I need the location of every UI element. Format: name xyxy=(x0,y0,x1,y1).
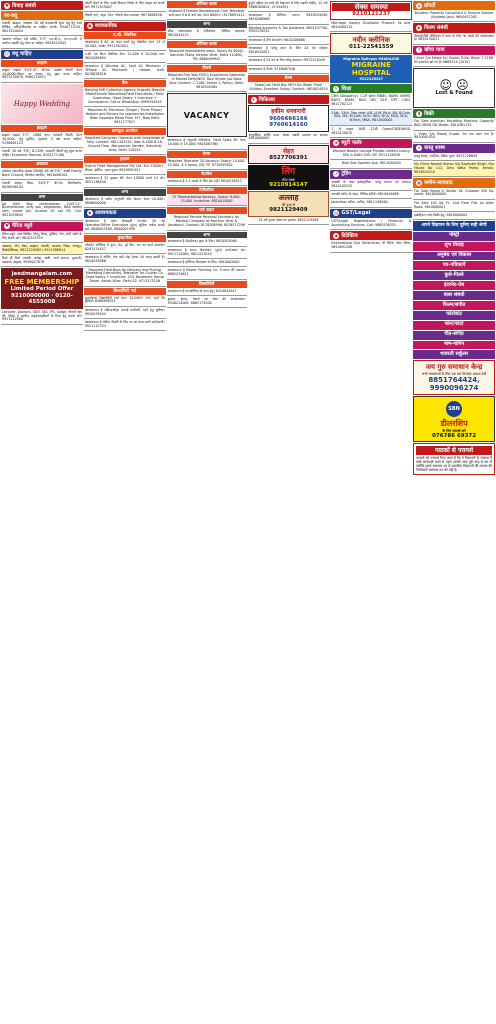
classified-ad: आवश्यकता है स्टॉफ अनुभवी और फ्रेशर। वेतन 10,000। 9896000000 xyxy=(84,197,166,208)
column-4 xyxy=(248,1,330,1023)
classified-ad: आवश्यकता है AC का काम करने हेतु मैकेनिक वेतन 15 से 20,000, संपर्क: 9971901001 xyxy=(84,40,166,51)
classified-ad: आवश्यकता है इंटीरियर डिजाइनर के लिए। 9810002000 xyxy=(167,260,247,267)
classified-ad: सीक आवश्यकता है टेलीकॉलर, ऑफिस सहायक, 9810034125 xyxy=(167,29,247,40)
classified-ad: I, Vider S/o Manoj Gupta. मेरा नाम बदल गया है। 9810001010 xyxy=(413,132,495,143)
migraine-heading: Migraine Epilepsy HEADACHE xyxy=(343,56,400,61)
category-tag: अनुबंध एवं विकास xyxy=(413,252,495,261)
sub-header-sales: सेल्स xyxy=(167,151,247,158)
classified-ad: 37 Telemarketing Vacancy, Salary: 8,000-25,000. Incentive. 8810015000 xyxy=(167,195,247,206)
sub-header-teachers: टीचर्स xyxy=(167,65,247,72)
classified-ad: रिश्ते ही रिश्ते पंजाबी, अरोड़ा, खत्री, आर्य समाज, मुल्तानी, अग्रवाल, ब्राह्मण, 9999027878 xyxy=(1,256,83,267)
clinic-ad xyxy=(330,33,412,54)
classified-ad: आवश्यकता है 24 घंटे के लिए घरेलू कामगार। 9971122009 xyxy=(248,58,330,65)
promo-free-membership: FREE MEMBERSHIP xyxy=(4,277,80,286)
sub-header-part-time: पार्ट टाइम xyxy=(167,207,247,214)
classified-ad: Wanted Accounts & Tax Assistant. 9891537700, 9953378245 xyxy=(248,26,330,37)
classified-ad: बुजुर्ग महिला एवं बच्चे की देखभाल के लिए लड़की चाहिए, 12 घंटे। 9868165624, 47444551 xyxy=(248,1,330,12)
chart-icon: ↗ xyxy=(334,171,338,177)
classified-ad: Marriage Inquiry Duplicate Product, रेड कलर, 9810000110 xyxy=(330,21,412,32)
classified-ad: GST/Legal Registrations / Financial & Accounting Services. Call: 9880526351 xyxy=(330,219,412,230)
classified-ad: आवश्यकता है लेडीज/जेंट्स सफाई कर्मचारी, रहने हेतु सुविधा। 9910079944 xyxy=(84,308,166,319)
ling-subtitle: मोटा लम्बा xyxy=(282,177,295,182)
classified-ad: Required Five Year FMCG Experience Salesman in Market Delhi/NCR, Ravi Shyam Joo Dass Glue Contact: C-1168, Sector 1, Rohini, Delhi, 9818544565 xyxy=(167,73,247,92)
allah-phone: 9821129409 xyxy=(269,207,308,214)
category-tag: पोस्ट्री xyxy=(413,232,495,241)
classified-ad: आवश्यकता है मेड/सेवक/ कुक के लिए। 9810505060 xyxy=(167,239,247,246)
sub-header-brahmin-2: ब्राह्मण xyxy=(1,125,83,132)
migraine-hospital-name: MIGRAINE HOSPITAL xyxy=(351,60,391,77)
classified-ad: Hybrid Fleet Management Pvt Ltd. वेतन 13000+, डीजल, इंसेंटिव, रहना मुफ्त। 8929991551 xyxy=(84,164,166,175)
book-icon: ✎ xyxy=(334,85,338,91)
classified-ad: Required Female Personal Secretary for Medical Company at Paschim Vihar & Janakpuri. Contact: 8178208996, 8076577296 xyxy=(167,215,247,230)
section-header-aavashyak: ◆ आवश्यकता xyxy=(84,209,166,218)
classified-ad: आवश्यकता है फ्रांस फ्रैंचाइजी एम्प्लॉय 30 नई Operator/Office Executive (पु/म) सुविधा पर्याप्त संपर्क करें: 9840007489, 9840007499 xyxy=(84,219,166,234)
section-header-beauty-parlour: ❀ ब्यूटी पार्लर xyxy=(330,139,412,148)
classified-ad: अग्रवाल परिवार 28 वर्षीय, 5'3", एम.बी.ए., एम.एन.सी. में कार्यरत लड़की हेतु योग्य वर चाहिए। 9818222045 xyxy=(1,37,83,48)
migraine-hospital-ad xyxy=(330,55,412,84)
promo-phone: 9210000000 · 0120-4555008 xyxy=(11,292,73,306)
matrimony-promo-box xyxy=(1,268,83,308)
search-icon: ? xyxy=(417,47,421,53)
classified-ad: ए.सी. एवं फ्रिज मैकेनिक वेतन 12,000 से 20,000 तक। 9810089894 xyxy=(84,52,166,63)
classified-ad: पंजाबी अरोड़ा, सिख, 34/5'7" बी.टेक, बिजनेसमैन, 9818096104 xyxy=(1,181,83,192)
classified-ad: आवश्यकता है स्टाफ केयरटेकर (पु/म) कार्य-स्थल घर। 9911112080, 9811221014 xyxy=(167,248,247,259)
clinic-title: नवीन क्लीनिक xyxy=(352,35,390,44)
couple-icon: ☺ xyxy=(4,51,10,57)
classified-ad: अग्रवाल, जैन, वैश्य, ब्राह्मण, पंजाबी, कायस्थ, सिख, राजपूत, दिवोर्स/विधवा, 9821229289 | 9911588814 xyxy=(1,244,83,255)
category-tag: इंटरनेट-वेब xyxy=(413,281,495,290)
heart-icon: ♥ xyxy=(5,223,9,229)
lost-found-label: Lost & Found xyxy=(435,90,473,97)
section-header-vivah: ♥ विवाह संबंधी xyxy=(1,1,83,10)
sub-header-ac-mechanic: ए.सी. मैकेनिक xyxy=(84,32,166,39)
readers-advisory-title: पाठकों से परामर्श xyxy=(416,446,492,455)
classified-ad: For Sale House in Sector 16, Gurgaon 350 Sq. yards. 9818000000 xyxy=(413,189,495,200)
medical-cross-icon: + xyxy=(251,96,256,102)
jai-guru-title: जय गुरु समाधान केन्द्र xyxy=(425,363,483,372)
classified-ad: Jalandhar स्कीम, जानिए, 9811138580 xyxy=(330,200,412,207)
category-tag: शुभ विवाह xyxy=(413,242,495,251)
section-header-vadhu: वर-वधू xyxy=(1,11,83,20)
section-header-detective: ◉ डिटेक्टिव xyxy=(330,231,412,240)
column-2 xyxy=(84,1,166,1023)
classified-ad: प्लेसमेंट सर्विसेज में कुक, मेड, पूरे दिन, रात का कार्य उपलब्ध। 8287474457 xyxy=(84,243,166,254)
sub-header-other-2: अन्य xyxy=(167,232,247,239)
promo-site: jeedmangalam.com xyxy=(11,271,73,278)
sbn-logo-icon: SBN xyxy=(446,401,462,417)
classified-ad: पंजाबी, 30 वर्ष, 5'8", B.COM, सरकारी नौकरी हेतु सुंदर कन्या चाहिए। Economic Teacher. 8302171160 xyxy=(1,149,83,160)
classified-ad: आवश्यकता है Blister Packing Co. में स्टाफ की जरूरत। 8882274621 xyxy=(167,268,247,279)
sex-problem-phone: 9210121237 xyxy=(352,11,391,18)
dealership-phone: 076786 69372 xyxy=(432,432,477,439)
sub-header-guard: सिक्योरिटी xyxy=(167,281,247,288)
classified-ad: अग्रवाल व्यापारिक लड़का (दिवोर्स) 28 वर्ष 5'8", अच्छी Family Back Ground, बिजनेस स्थापित, 9818096104 xyxy=(1,169,83,180)
sehat-ad-box xyxy=(248,145,330,165)
classified-ad: आवश्यकता है घरेलू काम के लिए 24 घंटे महिला। 9818542001 xyxy=(248,46,330,57)
sub-header-computer: कम्प्यूटर आपरेटर xyxy=(84,128,166,135)
section-header-medical: + चिकित्सा xyxy=(248,95,330,104)
category-tag: भावरती सर्कुलर xyxy=(413,350,495,359)
sex-problem-ad xyxy=(330,1,412,20)
film-icon: ▶ xyxy=(417,24,421,30)
sub-header-bank: बैंक xyxy=(84,80,166,87)
classified-ad: मैरिज ब्यूरो, उच्च शिक्षित, हिन्दू, सिख, मुस्लिम, जैन, सभी जाति के लिए संपर्क करें। 9810225555 xyxy=(1,232,83,243)
classified-ad: Builders, Property Consultant & Finance Advisor (Kuldeep Jain). 9650437262 xyxy=(413,11,495,22)
ling-phone: 9210914147 xyxy=(269,181,308,188)
section-header-vastu: ✦ वास्तु शास्त्र xyxy=(413,144,495,153)
classified-ad: वास्तु शास्त्र, ज्योतिष, वैदिक पूजा। 9871228899 xyxy=(413,154,495,161)
classified-ad: Required AC Mechanic (Single / Three Phase) Helpers and Drivers for sale/service/installation Near Opposite Metro Pillar 337, New Delhi 9811777927 xyxy=(84,108,166,127)
column-5 xyxy=(330,1,412,1023)
migraine-phone: 9312125237 xyxy=(359,77,384,82)
classified-ad: 34 वर्ष पुराना सेक्स का इलाज। 9821129409 xyxy=(248,218,330,225)
classified-ad: Jat Sikh Boy cleanshaven 24/5'11", Businessman, only son, vegetarian, BBA seeks slim, smart girl. Income 20 Lac PA. Call: 9811059845 xyxy=(1,202,83,221)
category-tag: नाम-नागिन xyxy=(413,341,495,350)
classified-ad: आवश्यकता है लेडीज नौकरी के लिए घर का काम करने वाले/वाली। 9911112334 xyxy=(84,320,166,331)
sehat-title: सेहत xyxy=(283,147,294,155)
category-list xyxy=(413,232,495,360)
classified-ad: आवश्यकता है तीन सेल्समैन। 9810208666 xyxy=(248,38,330,45)
sub-header-other: अन्य xyxy=(84,189,166,196)
vacancy-sign-image: VACANCY xyxy=(167,93,247,137)
sub-header-security: सिक्योरिटी गार्ड xyxy=(84,288,166,295)
section-header-lost-found: ? खोया पाया xyxy=(413,46,495,55)
classified-ad: प्रोपर्टी बेचने के लिए अच्छे विकल्प निवेश के लिए ग्राहक को संपर्क करें। 9971955047 xyxy=(84,1,166,12)
section-header-property: ⌂ प्रॉपर्टी xyxy=(413,1,495,10)
jai-guru-ad xyxy=(413,360,495,395)
category-tag: फोन/फोटो xyxy=(413,321,495,330)
classified-ad: आवश्यकता है 3-5 लड़के के लिए डेटा एंट्री। 9810518913 xyxy=(167,179,247,186)
sub-header-cook: कुक/सेवा xyxy=(84,235,166,242)
rings-icon: ♥ xyxy=(5,2,9,8)
lipstick-icon: ❀ xyxy=(334,140,338,146)
jai-guru-phone: 8851764424, 9990096274 xyxy=(428,375,480,392)
classified-ad: ब्राह्मण लड़का 32/5'-6", बी.टेक, प्राइवेट नौकरी वेतन 14,0000-पैकेज, घर अपना, हेतु सुंदर कन्या चाहिए। 9873230078, 9560118911 xyxy=(1,68,83,83)
sub-header-sales: सेल्स xyxy=(248,75,330,82)
jai-guru-subtitle: सभी समस्याओं के लिए एक बार मिलकर अवश्य देखें xyxy=(422,371,487,376)
section-header-vadhu-chahiye: ☺ वधू चाहिए xyxy=(1,50,83,59)
allah-subtitle: की दुआ से xyxy=(281,203,296,208)
document-icon: ▤ xyxy=(334,210,339,216)
classified-ad: ब्राह्मण लड़का 5'3", 1988 जन्म, सरकारी नौकरी, वेतन 30,000/- हेतु सुशील, गृहकार्य में दक्ष कन्या चाहिए। 9138881123 xyxy=(1,133,83,148)
sub-header-telecaller: टेलीकॉलर xyxy=(167,187,247,194)
section-header-shiksha: ✎ शिक्षा xyxy=(330,84,412,93)
sub-header-database: डैटाबेस xyxy=(167,171,247,178)
tag-icon: $ xyxy=(417,110,421,116)
choose-category-banner: अपने विज्ञापन के लिए चुनिए सही श्रेणी xyxy=(413,221,495,230)
theatre-masks-icon: ☺ ☹ xyxy=(439,78,469,93)
section-header-marriage-bureau: ♥ मैरिज ब्यूरो xyxy=(1,222,83,231)
sub-header-other: अन्य xyxy=(167,21,247,28)
clinic-phone: 011-22541559 xyxy=(349,44,394,51)
wedding-banner-image: Happy Wedding xyxy=(1,84,83,124)
classified-ad: फिल्मों/टीवी सीरियल्स में काम के लिए नए चेहरों की आवश्यकता है। 9818150011 xyxy=(413,34,495,45)
category-tag: पत्र-पत्रिकायें xyxy=(413,261,495,270)
section-header-land: ▦ जमीन-जायदाद xyxy=(413,178,495,187)
ling-ad-box xyxy=(248,165,330,190)
classified-ad: For Sale Injection Moulding Machine Capacity 600 GRAM DD Model. 9810361133 xyxy=(413,119,495,130)
classified-ad: Blue Star Sparkle Spa. 9811030050 xyxy=(330,161,412,168)
ling-title: लिंग xyxy=(281,167,296,178)
megaphone-icon: ◆ xyxy=(88,210,92,216)
classified-ad: CMS (Allopathy), CCH with MBBS, BAMS, BHMS, BNYS, BUMS, BDS, MD, DLP, DPT, CMO, 9811702117 xyxy=(330,94,412,109)
sub-header-office-staff: ऑफिस स्टाफ xyxy=(167,41,247,48)
section-header-trading: ↗ ट्रेडिंग xyxy=(330,170,412,179)
dealership-ad xyxy=(413,396,495,442)
lost-found-image xyxy=(413,68,495,108)
classified-ad: I Arun S/o Mewa Lal Gupta, R.No. Block 1 2188. मेरे दस्तावेज़ खो गए हैं। 9665514 (2015) xyxy=(413,56,495,67)
classified-ad: आवश्यकता है Female Receptionist Cum Telecaller कार्य-काल 9 से 6 बजे तक। वेतन 8000+। 8178891412 xyxy=(167,9,247,20)
allah-ad-box xyxy=(248,191,330,216)
dealer-logo-wrap xyxy=(444,399,464,419)
category-tag: फिल्म/संगीत xyxy=(413,301,495,310)
classified-ad: आवश्यकता है नर्सिंग, मेल नर्स/ मेड/ हेल्पर 50 जगह खाली हैं। 9810035866 xyxy=(84,255,166,266)
section-header-gst: ▤ GST/Legal xyxy=(330,209,412,218)
classified-ad: सुपर्वाइजर सिक्योरिटी गार्ड वेतन 15,000+ भत्ते, रहने की सुविधा। 8586998311 xyxy=(84,296,166,307)
sub-header-agarwal: अग्रवाल xyxy=(1,161,83,168)
classified-ad: आवश्यकता है पेंटर्स। 9716087546 xyxy=(248,67,330,74)
classified-ad: Required Telecaller 20 Vacancy. Salary: 14,000-25,000. 4-5 hours, ESI, PF. 9719599302 xyxy=(167,159,247,170)
classified-ad: 10th, 12th, Two year LLB, LLM, Ph.d, BA, B.Com, BSc, MA, M.Com, M.Sc, BEd, DCA, MCA, BCA, B.Tech, MBA, 9811000001 xyxy=(330,111,412,126)
classified-ad: इंडस्ट्रियल प्लॉट बिक्री हेतु। 9810000002 xyxy=(413,213,495,220)
classified-ad: Required immediately peon, Salary Rs 9000/- Kanchan Plaza, Nirman Vihar, Delhi 110092, PH: 8860499942 xyxy=(167,49,247,64)
classified-ad: Required Field Boys for Delivery and Picking Marketing Executives, Telecaller for Courier Co. Good Salary + Incentive. 253, Basement Hansa Tower, Ashok Vihar, Delhi 52. 9711573236 xyxy=(84,268,166,287)
classified-ad: My Client Naresh Kumar S/o Raghubir Singh, R/o House No 112, Desi Wala Patna, Kerala. 9876543210 xyxy=(413,162,495,177)
readers-advisory-body: पाठकों को परामर्श दिया जाता है कि वे विज्ञापनों के सम्बन्ध में कोई कार्यवाही करने से पहले उसकी जांच पूरी तरह से कर लें क्योंकि हमारे समाचार पत्र में प्रकाशित विज्ञापनों की सत्यता की जिम्मेदारी समाचार पत्र की नहीं है। xyxy=(416,456,492,473)
classified-ad: आवश्यकता है Window AC, Split AC Mechanic / 3Phase AC Mechanic / Helper, संपर्क: 8076828816 xyxy=(84,64,166,79)
classified-ad: Banking EMI Collection Agency Urgently Require Male/Female Telecallers/Field Executives / Field Supervisor, Good Salary + Incentive + Conveyance. Call or WhatsApp: 9999554955 xyxy=(84,88,166,107)
classified-ad: SalesCum Field Boy WFH For Water Proof Utilities. Excellent Salary. Contact: 9818024920 xyxy=(248,83,330,94)
classified-ad: For Sale 105 Sq. Ft. 2nd Floor Flat on Allen Road. 9810000001 xyxy=(413,201,495,212)
hakim-phone-2: 9760614160 xyxy=(269,122,308,129)
hakim-title: हकीम धनवन्तरी xyxy=(271,108,306,116)
classified-ad: Required Computer Operator with knowledge of Tally. Contact: 9811183155, Add: A-18/8 B-18, Ground Floor, Mansarover Garden, Industrial Area, Delhi 110015 xyxy=(84,136,166,155)
classified-ad: आवश्यकता है सीनियर स्टाफ। 9818334590, 9818266966 xyxy=(248,13,330,24)
classified-ad: नौकरी पाएँ, अमृत 30+ नौकरी सेवा उपलब्ध, 9871888558 xyxy=(84,13,166,20)
classified-ad: International Eye Detectives, प्री मैरिज, पोस्ट मैरिज, 9810091208 xyxy=(330,241,412,252)
house-icon: ⌂ xyxy=(417,2,421,8)
category-tag: गीत-संगीत xyxy=(413,331,495,340)
compass-icon: ✦ xyxy=(417,145,421,151)
classified-ad: ड्राइवर, हेल्पर, पैकर्स एवं लेबर की आवश्यकता। 9540214000, 8882174500 xyxy=(167,297,247,308)
classified-ad: पंजाबी, ब्राह्मण, अग्रवाल 30 वर्ष कामकाजी सुंदर वधू हेतु उच्च शिक्षित, सर्विस/बिजनेस वर चाहिए। संपर्क: 9540771051, 9821520054 xyxy=(1,21,83,36)
sub-header-brahmin: ब्राह्मण xyxy=(1,60,83,67)
sex-problem-title: सेक्स समस्या xyxy=(332,3,410,11)
classified-ad: आवश्यकता है अनुभवी टेलीकॉलर, Field Sales की। वेतन 10,000 से 15,000। 9818087465 xyxy=(167,138,247,149)
sehat-phone: 8527706391 xyxy=(269,154,308,161)
classified-ad: आपकी स्कीम के अंदर, विभिन्न स्कीमें। 9810054888 xyxy=(330,192,412,199)
classified-ad: आवश्यकता है 22 ड्राइवर की। वेतन 15000 रुपये 24 घंटे। 9031136440 xyxy=(84,176,166,187)
category-tag: फोटोस्टेट xyxy=(413,311,495,320)
category-tag: बाबा संबंधी xyxy=(413,291,495,300)
sub-header-office: ऑफिस स्टाफ xyxy=(167,1,247,8)
dealership-title: डीलरशिप xyxy=(440,419,468,429)
category-tag: कुसे-पिल्ले xyxy=(413,271,495,280)
column-1 xyxy=(1,1,83,1023)
sub-header-anya: अन्य xyxy=(1,194,83,201)
classified-ad: आवश्यकता है घर/ऑफिस के काम हेतु। 8410044447 xyxy=(167,289,247,296)
section-header-sale: $ बिक्री xyxy=(413,109,495,118)
briefcase-icon: ▣ xyxy=(87,23,92,29)
hakim-ad-box xyxy=(248,105,330,131)
readers-advisory-box xyxy=(413,443,495,475)
dealership-subtitle: के लिए सम्पर्क करें xyxy=(442,428,466,433)
eye-icon: ◉ xyxy=(334,232,339,238)
classified-ad: Lecturer, Doctors, SDO, IAS, IPS, Judge, नौकरी पेशा की, विदेश में कार्यरत लड़के/लड़कियों के रिश्ते हेतु संपर्क करें। 9911112580 xyxy=(1,310,83,325)
hakim-phone-1: 9606666166 xyxy=(269,115,308,122)
classified-ad: Wisdom Beauty Lounge Private Limited Luxury SPA in Delhi 50% Off. 9311118838 xyxy=(330,149,412,160)
promo-offer: Limited Period Offer xyxy=(10,286,74,293)
classified-ad: आबकी के अंदर इलेक्ट्रॉनिक, घरेलू सामान एवं मरम्मत। 9810205255 xyxy=(330,180,412,191)
section-header-vyapar: ▣ व्यावसायिक xyxy=(84,22,166,31)
sub-header-driver: ड्राइवर xyxy=(84,156,166,163)
allah-title: अल्लाह xyxy=(278,193,299,203)
column-3 xyxy=(167,1,247,1023)
classified-ad: आयुर्वेदिक शक्ति दावा, सेक्स संबंधी समस्या का इलाज। 9810000000 xyxy=(248,133,330,144)
land-icon: ▦ xyxy=(417,179,422,185)
classified-ad: 7, 8 फाइल 10वीं, 12वीं Open/CBSE/NIOS. 9810120070 xyxy=(330,127,412,138)
section-header-film: ▶ फिल्म संबंधी xyxy=(413,23,495,32)
column-6 xyxy=(413,1,495,1023)
